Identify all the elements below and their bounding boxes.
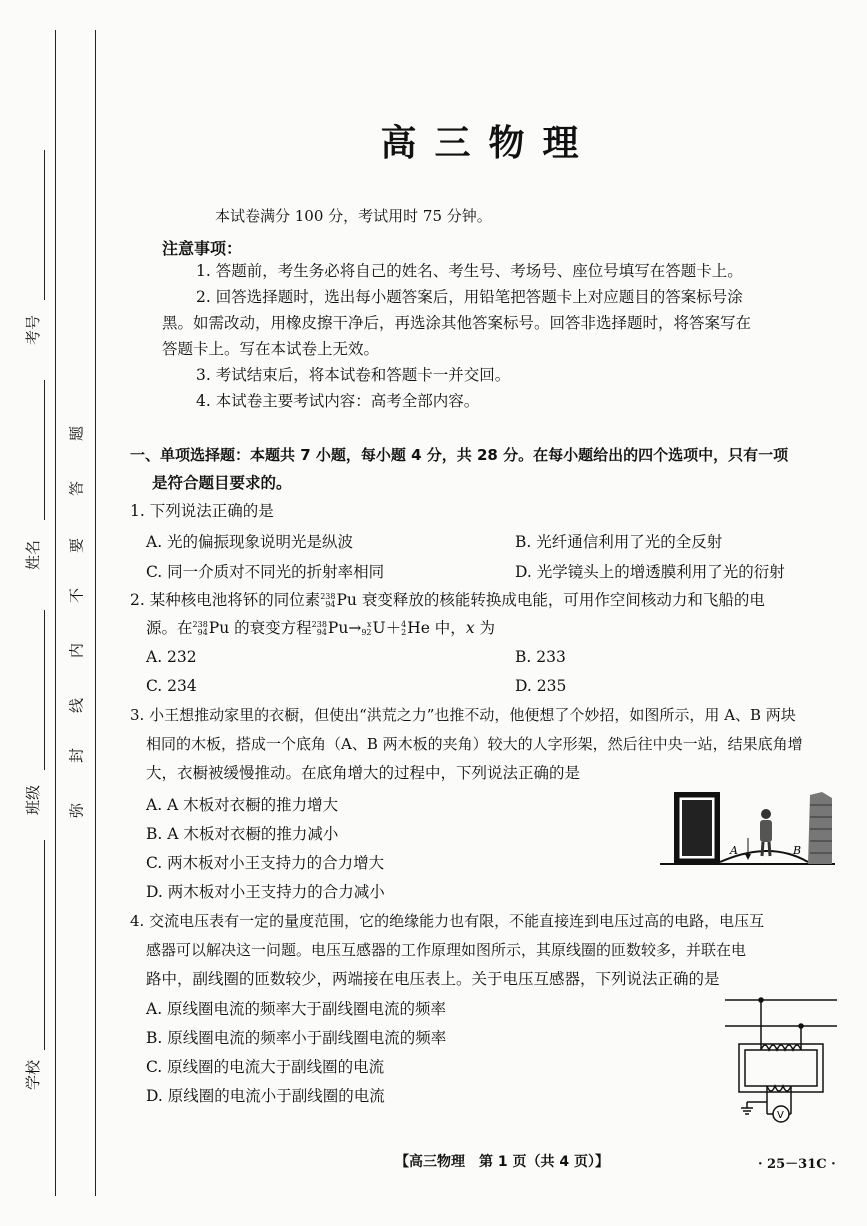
q2-option-a: A. 232 <box>146 648 197 666</box>
wardrobe-figure <box>660 790 835 870</box>
board-b-label: B <box>793 844 802 857</box>
q3-stem-2: 相同的木板，搭成一个底角（A、B 两木板的夹角）较大的人字形架，然后往中央一站，结果底角增 <box>146 735 803 753</box>
q4-option-a: A. 原线圈电流的频率大于副线圈电流的频率 <box>146 1000 447 1018</box>
q3-stem-3: 大，衣橱被缓慢推动。在底角增大的过程中，下列说法正确的是 <box>146 764 581 782</box>
seal-char: 题 <box>67 426 86 442</box>
q3-option-a: A. A 木板对衣橱的推力增大 <box>146 796 339 814</box>
margin-line-right <box>95 30 96 1196</box>
board-a-label: A <box>730 844 738 857</box>
banji-blank <box>44 610 45 770</box>
notice-1: 1. 答题前，考生务必将自己的姓名、考生号、考场号、座位号填写在答题卡上。 <box>196 262 743 280</box>
page-title: 高三物理 <box>380 122 597 164</box>
q4-stem-3: 路中，副线圈的匝数较少，两端接在电压表上。关于电压互感器，下列说法正确的是 <box>146 970 720 988</box>
q4-option-b: B. 原线圈电流的频率小于副线圈电流的频率 <box>146 1029 447 1047</box>
q2-stem: 2. 某种核电池将钚的同位素 238 94 Pu 衰变释放的核能转换成电能，可用作空间核动力和飞船的电 <box>130 591 765 609</box>
q3-option-c: C. 两木板对小王支持力的合力增大 <box>146 854 385 872</box>
banji-label: 班级 <box>24 784 42 815</box>
notice-2: 2. 回答选择题时，选出每小题答案后，用铅笔把答题卡上对应题目的答案标号涂 <box>196 288 743 306</box>
notice-2-cont: 黑。如需改动，用橡皮擦干净后，再选涂其他答案标号。回答非选择题时，将答案写在 <box>162 314 752 332</box>
q4-stem-2: 感器可以解决这一问题。电压互感器的工作原理如图所示，其原线圈的匝数较多，并联在电 <box>146 941 747 959</box>
xuexiao-label: 学校 <box>24 1059 42 1090</box>
q1-option-d: D. 光学镜头上的增透膜利用了光的衍射 <box>515 563 785 581</box>
q1-option-b: B. 光纤通信利用了光的全反射 <box>515 533 723 551</box>
paper-code: · 25－31C · <box>758 1157 836 1172</box>
seal-char: 线 <box>67 698 86 714</box>
seal-char: 弥 <box>67 803 86 819</box>
q2-option-b: B. 233 <box>515 648 566 666</box>
xingming-label: 姓名 <box>24 539 42 570</box>
q3-stem-1: 3. 小王想推动家里的衣橱，但使出“洪荒之力”也推不动，他便想了个妙招，如图所示，用 A、B 两块 <box>130 706 796 724</box>
page-footer: 【高三物理 第 1 页（共 4 页）】 <box>395 1154 609 1170</box>
kaohao-label: 考号 <box>24 314 42 345</box>
margin-line-left <box>55 30 56 1196</box>
seal-char: 答 <box>67 481 86 497</box>
xuexiao-blank <box>44 840 45 1050</box>
q3-option-d: D. 两木板对小王支持力的合力减小 <box>146 883 385 901</box>
seal-char: 封 <box>67 748 86 764</box>
q2-option-c: C. 234 <box>146 677 197 695</box>
q1-stem: 1. 下列说法正确的是 <box>130 502 274 520</box>
seal-char: 要 <box>67 538 86 554</box>
notice-3: 3. 考试结束后，将本试卷和答题卡一并交回。 <box>196 366 511 384</box>
q1-option-c: C. 同一介质对不同光的折射率相同 <box>146 563 385 581</box>
q1-option-a: A. 光的偏振现象说明光是纵波 <box>146 533 354 551</box>
q4-option-c: C. 原线圈的电流大于副线圈的电流 <box>146 1058 385 1076</box>
notice-4: 4. 本试卷主要考试内容：高考全部内容。 <box>196 392 480 410</box>
xingming-blank <box>44 380 45 520</box>
section-heading: 一、单项选择题：本题共 7 小题，每小题 4 分，共 28 分。在每小题给出的四个选项中，只有一项 是符合题目要求的。 <box>130 446 789 492</box>
q4-stem-1: 4. 交流电压表有一定的量度范围，它的绝缘能力也有限，不能直接连到电压过高的电路，电压互 <box>130 912 765 930</box>
q2-option-d: D. 235 <box>515 677 567 695</box>
q4-option-d: D. 原线圈的电流小于副线圈的电流 <box>146 1087 385 1105</box>
kaohao-blank <box>44 150 45 300</box>
seal-char: 内 <box>67 643 86 659</box>
transformer-figure <box>725 992 840 1132</box>
voltmeter-label: V <box>777 1110 784 1121</box>
notice-2-cont2: 答题卡上。写在本试卷上无效。 <box>162 340 380 358</box>
q3-option-b: B. A 木板对衣橱的推力减小 <box>146 825 339 843</box>
seal-char: 不 <box>67 588 86 604</box>
exam-info: 本试卷满分 100 分，考试用时 75 分钟。 <box>215 207 492 225</box>
q2-equation-line: 源。在 238 94 Pu 的衰变方程 238 94 Pu→ x 92 U＋ 4 2 He 中，x 为 <box>146 619 495 637</box>
notice-heading: 注意事项： <box>162 239 243 258</box>
